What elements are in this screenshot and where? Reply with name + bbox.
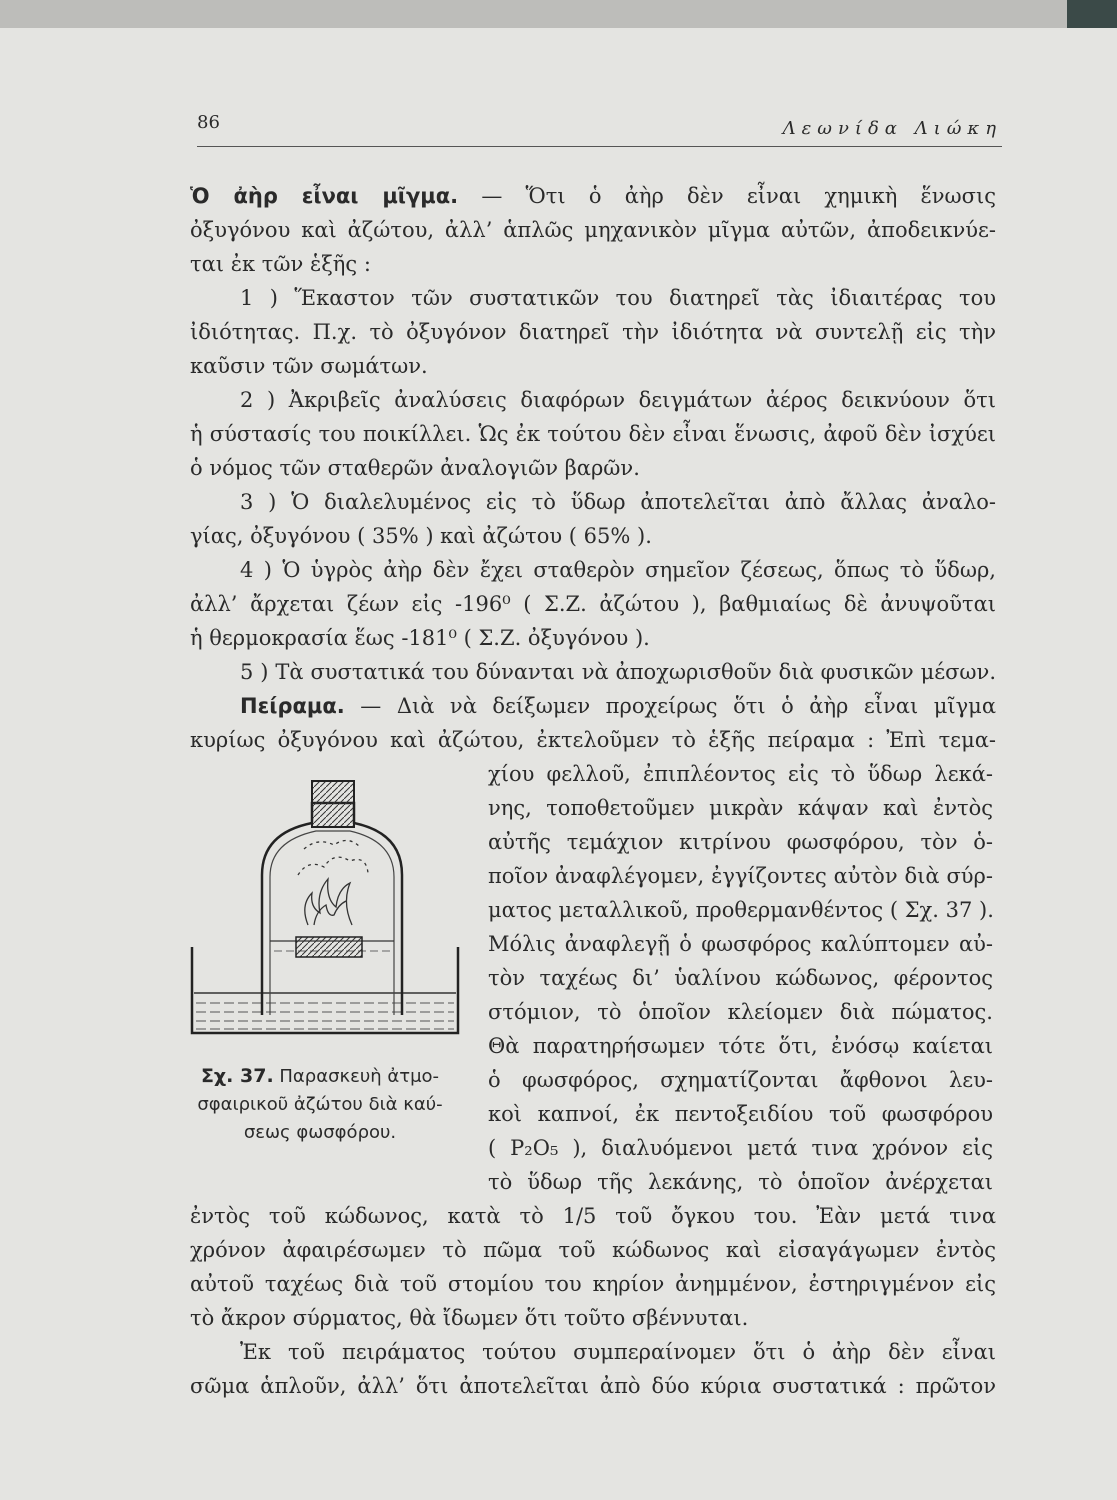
figure-bell-jar-apparatus <box>188 775 463 1050</box>
text-line: ὁ φωσφόρος, σχηματίζονται ἄφθονοι λευ- <box>488 1068 993 1092</box>
text-line: νης, τοποθετοῦμεν μικρὰν κάψαν καὶ ἐντὸς <box>488 796 993 820</box>
text-line: 2 ) Ἀκριβεῖς ἀναλύσεις διαφόρων δειγμάτων ἀέρος δεικνύουν ὅτι <box>240 388 996 412</box>
text-line: 1 ) Ἕκαστον τῶν συστατικῶν του διατηρεῖ τὰς ἰδιαιτέρας του <box>240 286 996 310</box>
text-line: 4 ) Ὁ ὑγρὸς ἀὴρ δὲν ἔχει σταθερὸν σημεῖον ζέσεως, ὅπως τὸ ὕδωρ, <box>240 558 996 582</box>
text-line: αὐτῆς τεμάχιον κιτρίνου φωσφόρου, τὸν ὁ- <box>488 830 993 854</box>
text-line: τὸ ὕδωρ τῆς λεκάνης, τὸ ὁποῖον ἀνέρχεται <box>488 1170 993 1194</box>
text-line: Μόλις ἀναφλεγῇ ὁ φωσφόρος καλύπτομεν αὐ- <box>488 932 993 956</box>
text-line: ἡ σύστασίς του ποικίλλει. Ὡς ἐκ τούτου δὲν εἶναι ἕνωσις, ἀφοῦ δὲν ἰσχύει <box>190 422 996 446</box>
scan-top-band <box>0 0 1117 28</box>
text-line: χίου φελλοῦ, ἐπιπλέοντος εἰς τὸ ὕδωρ λεκά- <box>488 762 993 786</box>
text-line: ἐντὸς τοῦ κώδωνος, κατὰ τὸ 1/5 τοῦ ὄγκου του. Ἐὰν μετά τινα <box>190 1204 996 1228</box>
text-line <box>190 180 996 212</box>
text-line: σῶμα ἁπλοῦν, ἀλλ’ ὅτι ἀποτελεῖται ἀπὸ δύο κύρια συστατικά : πρῶτον <box>190 1374 996 1398</box>
figure-caption <box>190 1062 450 1147</box>
page-header <box>197 106 1002 147</box>
experiment-heading: Πείραμα. <box>240 694 345 718</box>
text-line: ματος μεταλλικοῦ, προθερμανθέντος ( Σχ. 37 ). <box>488 898 994 922</box>
text-line: ὀξυγόνου καὶ ἀζώτου, ἀλλ’ ἁπλῶς μηχανικὸν μῖγμα αὐτῶν, ἀποδεικνύε- <box>190 218 996 242</box>
text-line: αὐτοῦ ταχέως διὰ τοῦ στομίου του κηρίον ἀνημμένον, ἐστηριγμένον εἰς <box>190 1272 996 1296</box>
text-line: τὸν ταχέως δι’ ὑαλίνου κώδωνος, φέροντος <box>488 966 993 990</box>
text-line: 5 ) Τὰ συστατικά του δύνανται νὰ ἀποχωρισθοῦν διὰ φυσικῶν μέσων. <box>240 660 996 684</box>
phosphorus-flame <box>298 840 368 925</box>
caption-line: σφαιρικοῦ ἀζώτου διὰ καύ- <box>197 1094 443 1115</box>
text-span: — Ὅτι ὁ ἀὴρ δὲν εἶναι χημικὴ ἕνωσις <box>458 184 996 208</box>
water-basin <box>192 947 458 1033</box>
running-title: Λεωνίδα Λιώκη <box>782 118 1002 139</box>
bell-jar <box>262 803 402 1015</box>
figure-label: Σχ. 37. <box>200 1065 274 1087</box>
text-line: τὸ ἄκρον σύρματος, θὰ ἴδωμεν ὅτι τοῦτο σβέννυται. <box>190 1306 749 1330</box>
text-line: γίας, ὀξυγόνου ( 35% ) καὶ ἀζώτου ( 65% ). <box>190 524 652 548</box>
text-line: 3 ) Ὁ διαλελυμένος εἰς τὸ ὕδωρ ἀποτελεῖται ἀπὸ ἄλλας ἀναλο- <box>240 490 996 514</box>
text-line: ( P₂O₅ ), διαλυόμενοι μετά τινα χρόνον εἰς <box>488 1136 993 1160</box>
text-line: ἡ θερμοκρασία ἕως -181⁰ ( Σ.Ζ. ὀξυγόνου ). <box>190 626 650 650</box>
caption-line: σεως φωσφόρου. <box>243 1122 397 1143</box>
page-number: 86 <box>197 112 220 133</box>
text-line <box>240 690 996 722</box>
text-line: στόμιον, τὸ ὁποῖον κλείομεν διὰ πώματος. <box>488 1000 993 1024</box>
section-heading: Ὁ ἀὴρ εἶναι μῖγμα. <box>190 184 459 208</box>
text-line: ἰδιότητας. Π.χ. τὸ ὀξυγόνον διατηρεῖ τὴν ἰδιότητα νὰ συντελῇ εἰς τὴν <box>190 320 996 344</box>
text-line: ποῖον ἀναφλέγομεν, ἐγγίζοντες αὐτὸν διὰ σύρ- <box>488 864 993 888</box>
text-line: Θὰ παρατηρήσωμεν τότε ὅτι, ἐνόσῳ καίεται <box>488 1034 993 1058</box>
text-line: ται ἐκ τῶν ἑξῆς : <box>190 252 371 276</box>
scan-corner-mark <box>1067 0 1117 28</box>
caption-line: Παρασκευὴ ἀτμο- <box>273 1066 440 1087</box>
stopper <box>312 781 354 827</box>
text-line: καῦσιν τῶν σωμάτων. <box>190 354 428 378</box>
text-line: χρόνον ἀφαιρέσωμεν τὸ πῶμα τοῦ κώδωνος καὶ εἰσαγάγωμεν ἐντὸς <box>190 1238 996 1262</box>
text-line: κοὶ καπνοί, ἐκ πεντοξειδίου τοῦ φωσφόρου <box>488 1102 993 1126</box>
text-line: Ἐκ τοῦ πειράματος τούτου συμπεραίνομεν ὅτι ὁ ἀὴρ δὲν εἶναι <box>240 1340 996 1364</box>
cork-float <box>296 937 362 957</box>
text-line: ὁ νόμος τῶν σταθερῶν ἀναλογιῶν βαρῶν. <box>190 456 640 480</box>
text-span: — Διὰ νὰ δείξωμεν προχείρως ὅτι ὁ ἀὴρ εἶναι μῖγμα <box>344 694 996 718</box>
text-line: ἀλλ’ ἄρχεται ζέων εἰς -196⁰ ( Σ.Ζ. ἀζώτου ), βαθμιαίως δὲ ἀνυψοῦται <box>190 592 996 616</box>
text-line: κυρίως ὀξυγόνου καὶ ἀζώτου, ἐκτελοῦμεν τὸ ἑξῆς πείραμα : Ἐπὶ τεμα- <box>190 728 996 752</box>
